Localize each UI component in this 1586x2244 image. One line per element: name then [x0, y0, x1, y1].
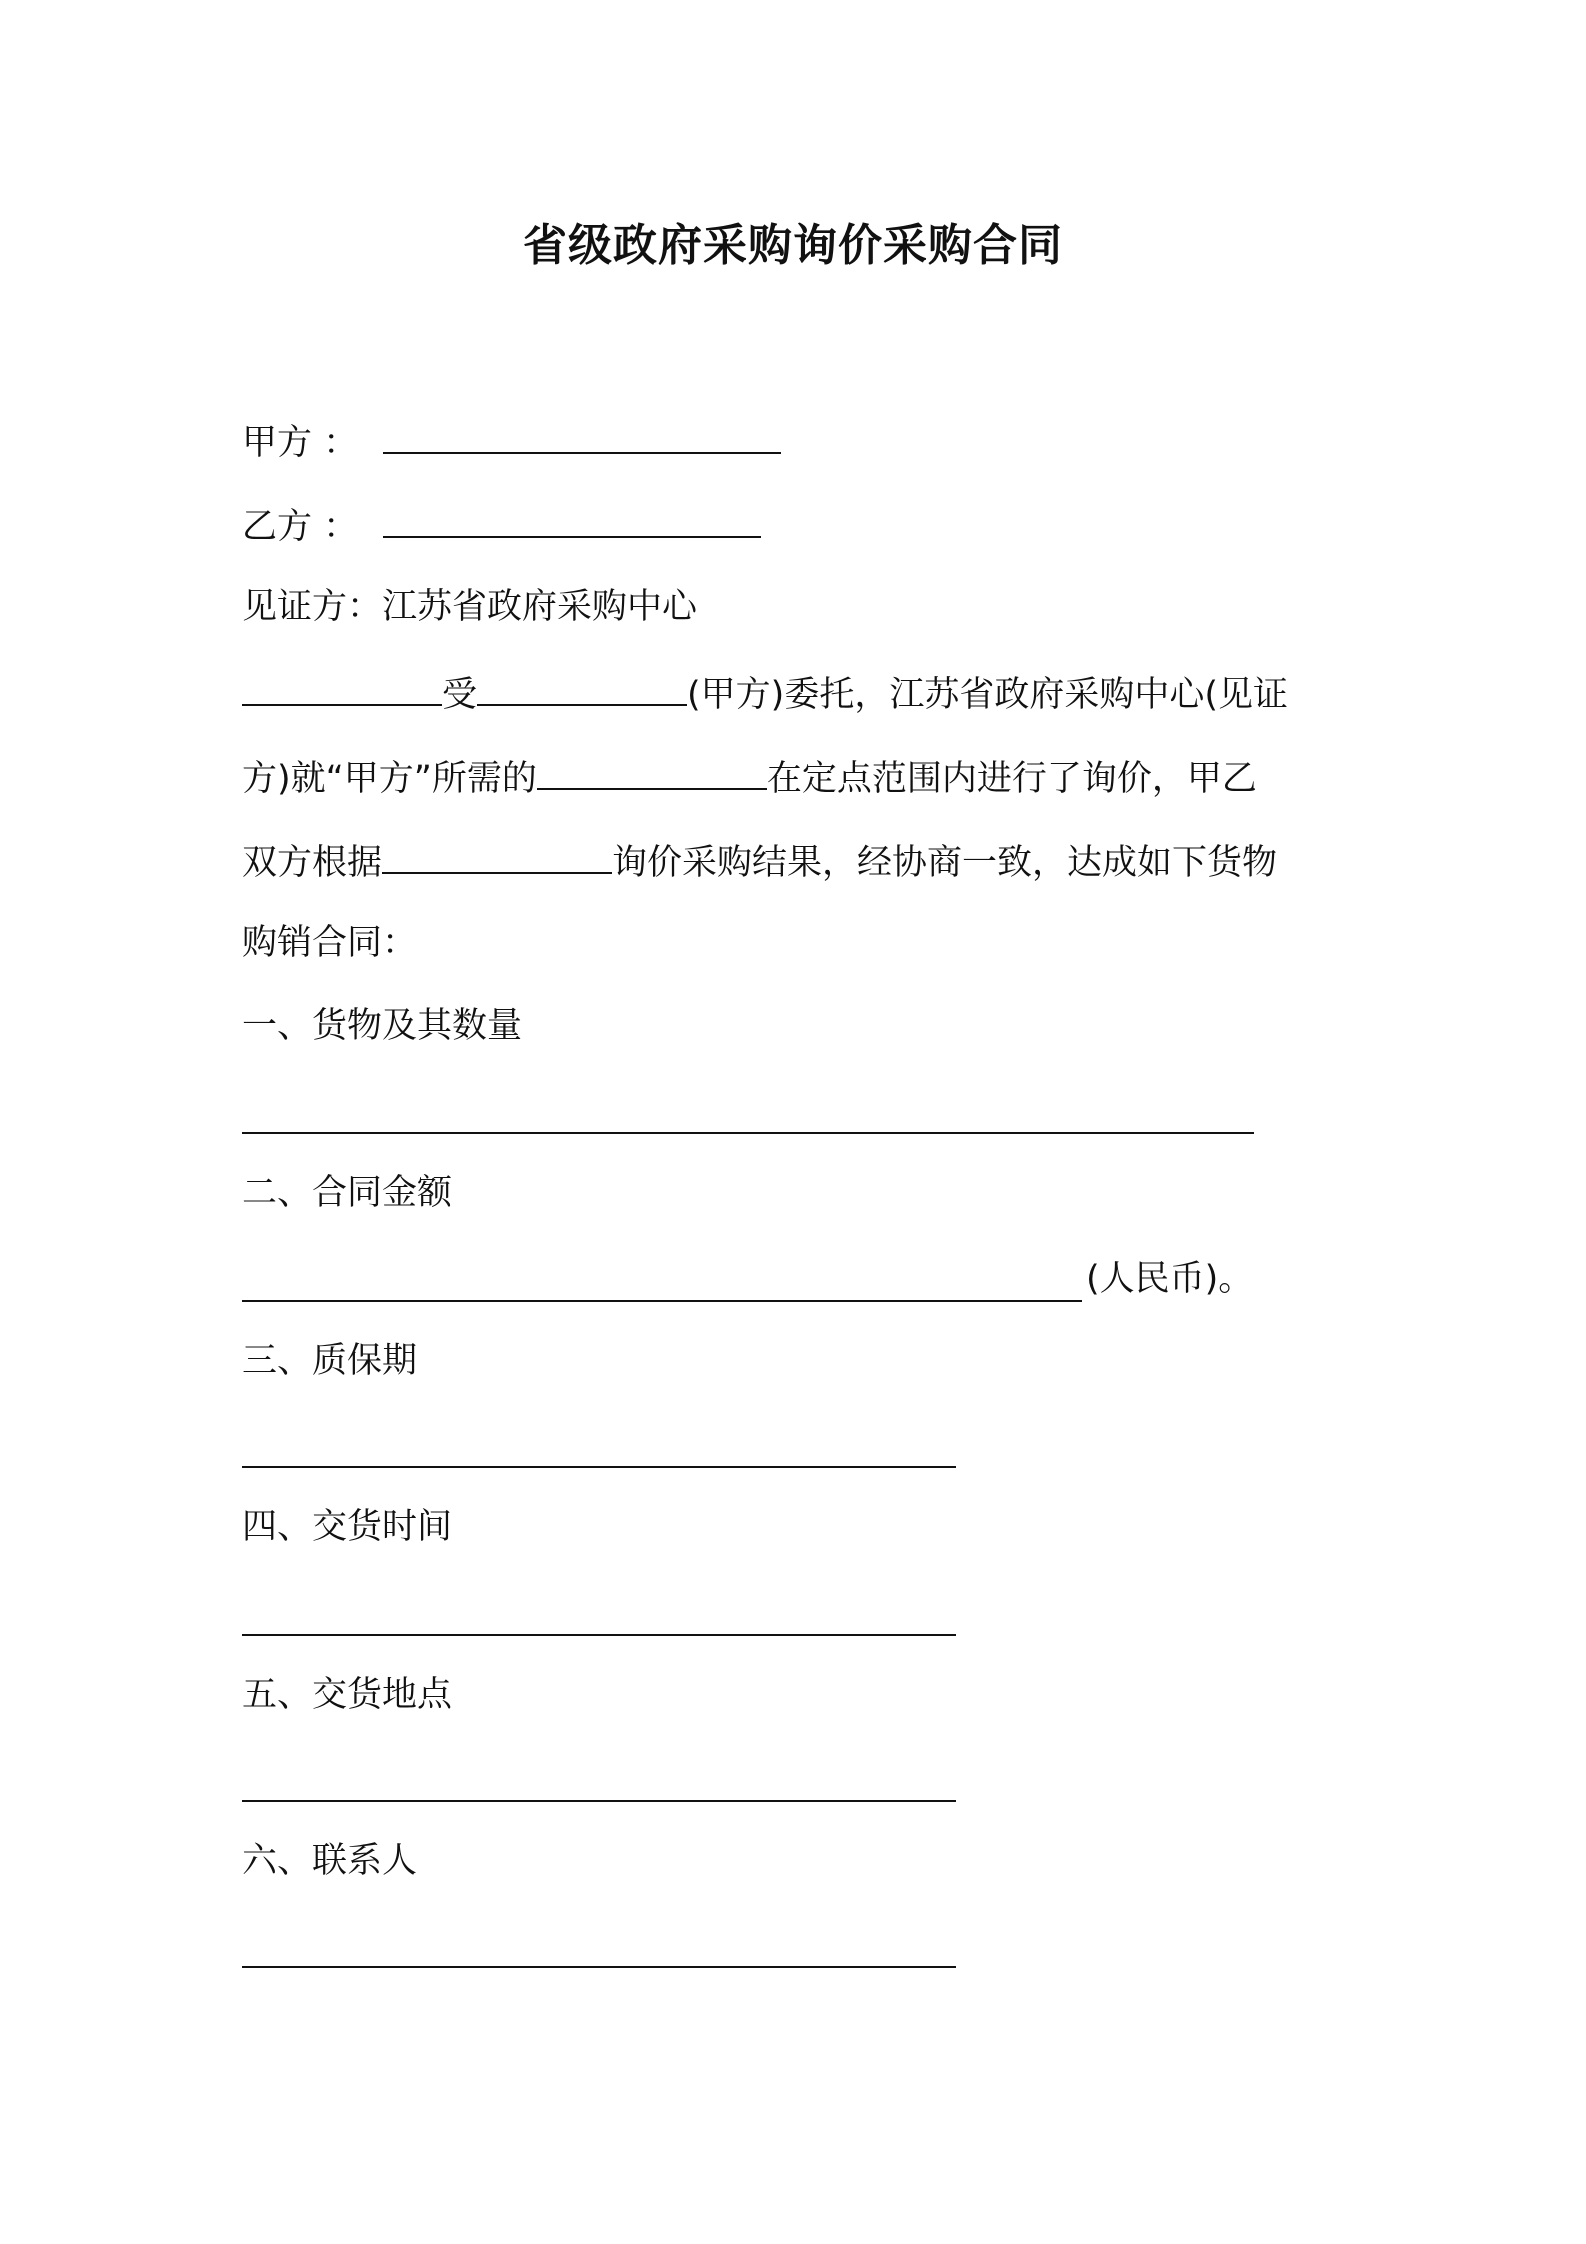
- contact-blank[interactable]: [242, 1964, 956, 1968]
- goods-name-blank[interactable]: [537, 750, 767, 790]
- currency-suffix: (人民币)。: [1086, 1259, 1254, 1299]
- paragraph-text: 受: [442, 675, 478, 715]
- paragraph-line-4: 购销合同：: [242, 923, 418, 963]
- delivery-time-blank[interactable]: [242, 1632, 956, 1636]
- party-b-line: [242, 498, 761, 552]
- section-delivery-time: 四、交货时间: [242, 1507, 453, 1547]
- paragraph-line-3: [242, 834, 1277, 888]
- entrusted-party-blank[interactable]: [242, 666, 442, 706]
- paragraph-text: 询价采购结果，经协商一致，达成如下货物: [612, 843, 1278, 883]
- party-a-label: 甲方 ：: [242, 423, 359, 463]
- section-goods-quantity: 一、货物及其数量: [242, 1006, 523, 1046]
- client-blank[interactable]: [477, 666, 687, 706]
- party-b-label: 乙方 ：: [242, 507, 359, 547]
- party-a-line: [242, 414, 781, 468]
- party-b-blank[interactable]: [383, 498, 761, 538]
- paragraph-text: 双方根据: [242, 843, 383, 883]
- document-title: 省级政府采购询价采购合同: [523, 220, 1063, 271]
- paragraph-text: 方)就“甲方”所需的: [242, 759, 537, 799]
- delivery-place-blank[interactable]: [242, 1798, 956, 1802]
- contract-amount-blank[interactable]: [242, 1298, 1082, 1302]
- section-warranty: 三、质保期: [242, 1341, 418, 1381]
- paragraph-text: (甲方)委托，江苏省政府采购中心(见证: [687, 675, 1288, 715]
- paragraph-text: 在定点范围内进行了询价，甲乙: [766, 759, 1257, 799]
- section-contract-amount: 二、合同金额: [242, 1173, 453, 1213]
- section-contact: 六、联系人: [242, 1841, 418, 1881]
- paragraph-line-2: [242, 750, 1257, 804]
- inquiry-blank[interactable]: [382, 834, 612, 874]
- paragraph-line-1: [242, 666, 1288, 720]
- party-a-blank[interactable]: [383, 414, 781, 454]
- section-delivery-place: 五、交货地点: [242, 1675, 453, 1715]
- warranty-blank[interactable]: [242, 1464, 956, 1468]
- witness-line: 见证方：江苏省政府采购中心: [242, 587, 698, 627]
- goods-quantity-blank[interactable]: [242, 1130, 1254, 1134]
